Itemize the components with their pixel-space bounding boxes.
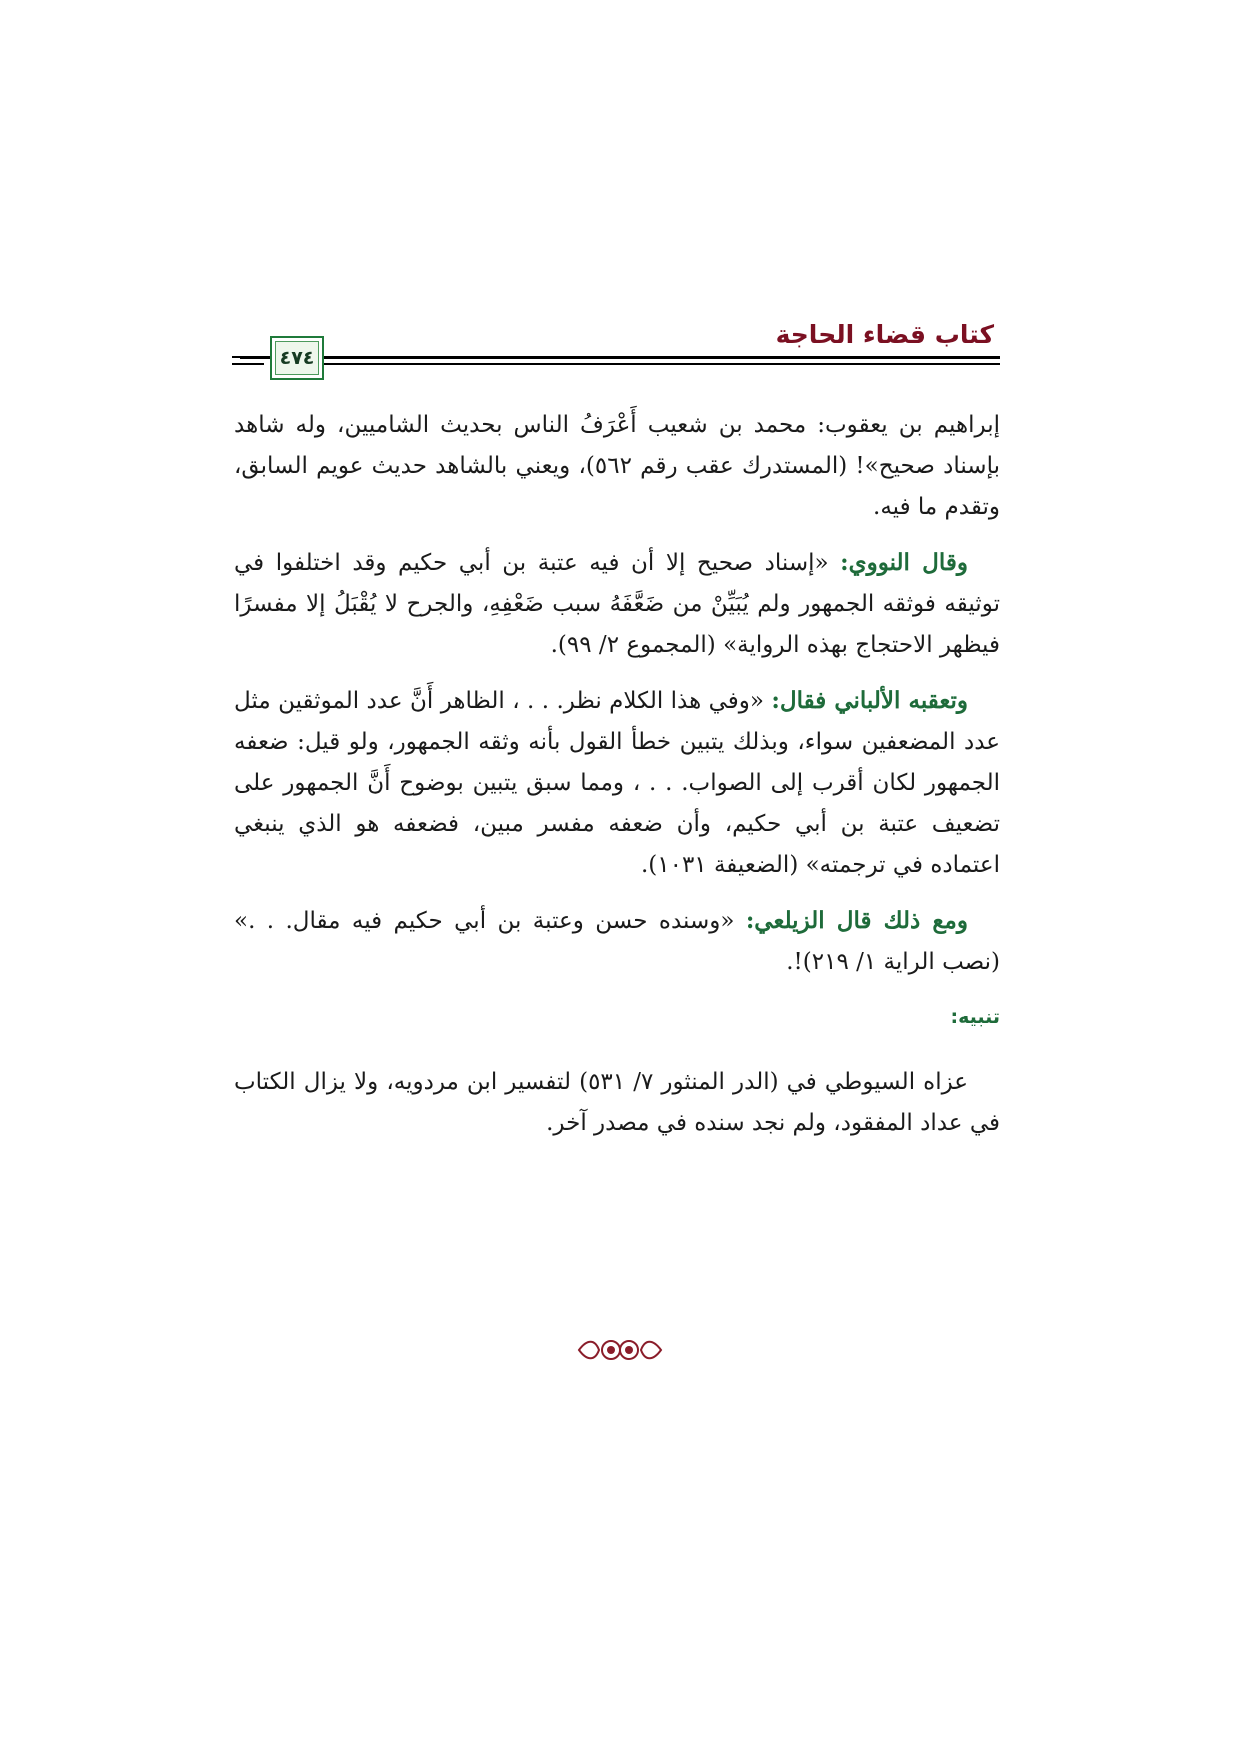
header-rule-left-bottom [232, 363, 264, 365]
header-rule-bottom [296, 363, 1000, 365]
paragraph-3 [234, 680, 1000, 886]
page-number: ٤٧٤ [279, 347, 315, 369]
paragraph-4-text: «وسنده حسن وعتبة بن أبي حكيم فيه مقال. . .» (نصب الراية ١/ ٢١٩)!. [234, 908, 1000, 975]
header-rule-top [240, 356, 1000, 359]
book-title: كتاب قضاء الحاجة [775, 320, 994, 349]
page-number-badge [270, 336, 324, 380]
paragraph-3-lead: وتعقبه الألباني فقال: [771, 687, 969, 714]
paragraph-1 [234, 405, 1000, 528]
page-header [232, 320, 1000, 382]
paragraph-1-text: إبراهيم بن يعقوب: محمد بن شعيب أَعْرَفُ الناس بحديث الشاميين، وله شاهد بإسناد صحيح»! (المستدرك عقب رقم ٥٦٢)، ويعني بالشاهد حديث عويم السابق، وتقدم ما فيه. [234, 412, 1000, 520]
note-heading: تنبيه: [950, 1006, 1000, 1028]
page-body [234, 405, 1000, 1158]
note-paragraph [234, 1062, 1000, 1144]
ornament-graphic [575, 1335, 665, 1365]
paragraph-2-text: «إسناد صحيح إلا أن فيه عتبة بن أبي حكيم وقد اختلفوا في توثيقه فوثقه الجمهور ولم يُبَيِّنْ من ضَعَّفَهُ سبب ضَعْفِهِ، والجرح لا يُقْبَلُ إلا مفسرًا فيظهر الاحتجاج بهذه الرواية» (المجموع ٢/ ٩٩). [234, 550, 1000, 658]
paragraph-2 [234, 542, 1000, 666]
floral-ornament-icon [575, 1335, 665, 1365]
paragraph-4-lead: ومع ذلك قال الزيلعي: [745, 907, 968, 934]
paragraph-2-lead: وقال النووي: [840, 549, 968, 576]
note-text: عزاه السيوطي في (الدر المنثور ٧/ ٥٣١) لتفسير ابن مردويه، ولا يزال الكتاب في عداد المفقود، ولم نجد سنده في مصدر آخر. [234, 1069, 1000, 1136]
header-rule-left-top [232, 356, 264, 358]
paragraph-3-text: «وفي هذا الكلام نظر. . . ، الظاهر أَنَّ عدد الموثقين مثل عدد المضعفين سواء، وبذلك يتبين خطأ القول بأنه وثقه الجمهور، ولو قيل: ضعفه الجمهور لكان أقرب إلى الصواب. . . ، ومما سبق يتبين بوضوح أَنَّ الجمهور على تضعيف عتبة بن أبي حكيم، وأن ضعفه مفسر مبين، فضعفه هو الذي ينبغي اعتماده في ترجمته» (الضعيفة ١٠٣١). [234, 688, 1000, 878]
paragraph-4 [234, 900, 1000, 983]
